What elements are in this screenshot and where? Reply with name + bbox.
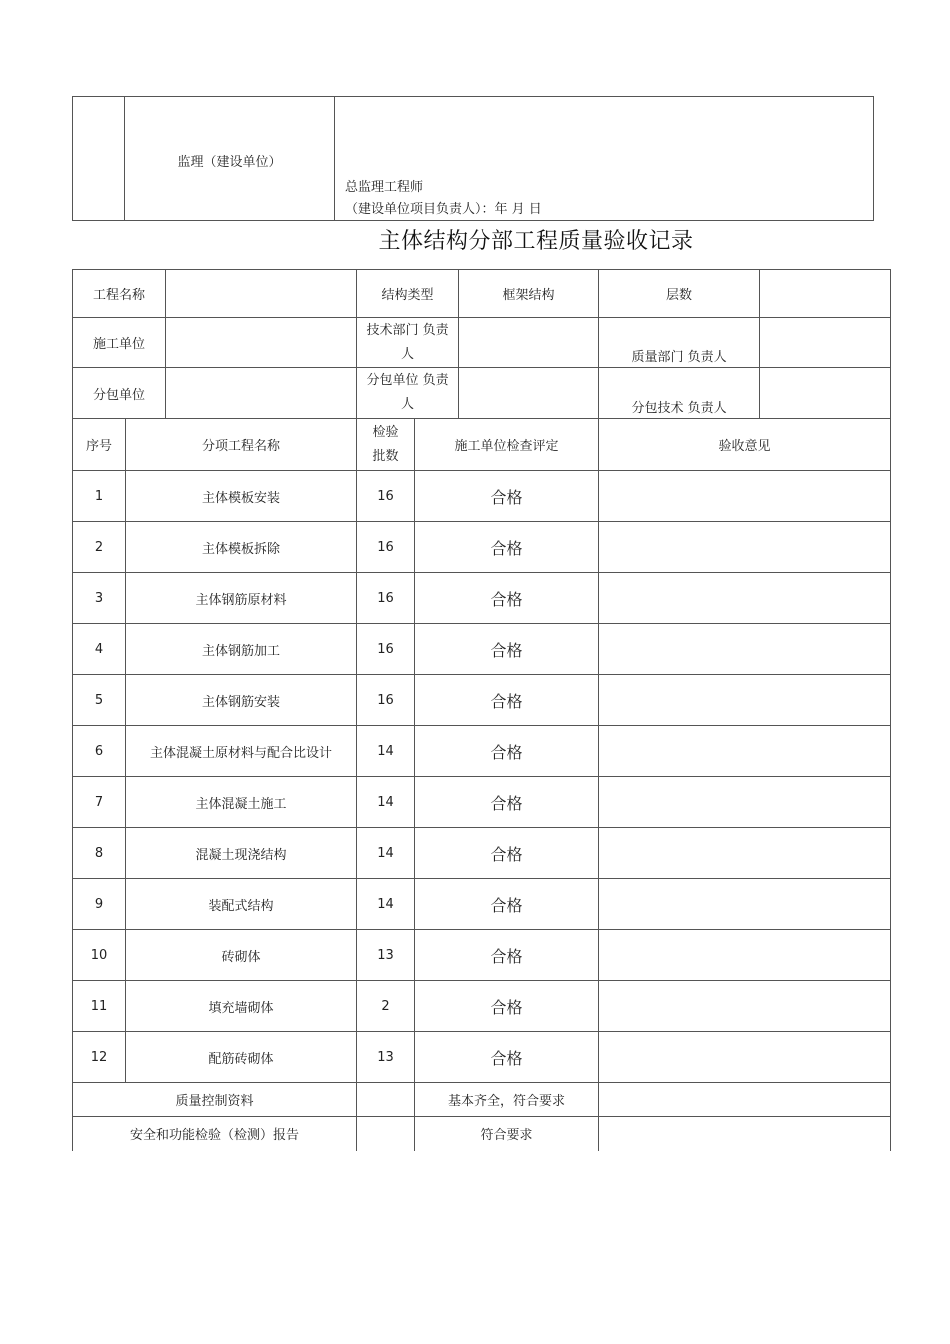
item-batches: 13 [357,1032,415,1083]
supervision-label: 监理（建设单位） [125,97,335,221]
item-name: 主体混凝土施工 [126,777,357,828]
tech-dept-value [459,318,599,368]
col-header-name: 分项工程名称 [126,419,357,471]
supervision-sign-cell [335,97,874,221]
item-result: 合格 [415,624,599,675]
item-no: 4 [73,624,126,675]
table-row [73,930,891,981]
item-name: 主体混凝土原材料与配合比设计 [126,726,357,777]
summary-label-cell [73,1117,357,1151]
quality-dept-value [760,318,891,368]
item-batches: 16 [357,522,415,573]
item-result: 合格 [415,828,599,879]
page-title: 主体结构分部工程质量验收记录 [378,229,694,254]
item-name: 主体钢筋原材料 [126,573,357,624]
item-batches: 14 [357,726,415,777]
table-row [73,573,891,624]
summary-label: 安全和功能检验（检测）报告 [130,1127,300,1143]
item-name: 砖砌体 [126,930,357,981]
item-batches: 16 [357,471,415,522]
item-batches: 14 [357,879,415,930]
item-no: 9 [73,879,126,930]
item-opinion [599,981,891,1032]
table-row [73,726,891,777]
chief-engineer-label: 总监理工程师 [345,180,424,195]
item-result: 合格 [415,675,599,726]
item-result: 合格 [415,726,599,777]
item-name: 主体模板拆除 [126,522,357,573]
item-name: 填充墙砌体 [126,981,357,1032]
item-no: 8 [73,828,126,879]
sub-unit-label-cell [357,368,459,419]
acceptance-record-table [72,269,891,1151]
item-opinion [599,675,891,726]
item-batches: 14 [357,777,415,828]
summary-row [73,1083,891,1117]
col-header-batches-line1: 检验 [372,424,399,440]
item-result: 合格 [415,522,599,573]
summary-row [73,1117,891,1151]
tech-dept-label-line2: 人 [401,346,415,362]
item-name: 装配式结构 [126,879,357,930]
supervision-table [72,96,874,221]
summary-value-cell [415,1083,599,1117]
item-no: 5 [73,675,126,726]
item-opinion [599,1032,891,1083]
col-header-batches-line2: 批数 [372,448,399,464]
col-header-opinion: 验收意见 [599,419,891,471]
sub-tech-value [760,368,891,419]
item-result: 合格 [415,981,599,1032]
item-result: 合格 [415,1032,599,1083]
table-row [73,675,891,726]
summary-label-cell [73,1083,357,1117]
project-name-value [166,270,357,318]
structure-type-value: 框架结构 [459,270,599,318]
subcontractor-value [166,368,357,419]
item-opinion [599,726,891,777]
quality-dept-label: 质量部门 负责人 [599,318,760,368]
col-header-batches [357,419,415,471]
item-opinion [599,522,891,573]
sub-tech-label: 分包技术 负责人 [599,368,760,419]
col-header-no: 序号 [73,419,126,471]
item-result: 合格 [415,471,599,522]
table-row [73,471,891,522]
item-name: 配筋砖砌体 [126,1032,357,1083]
item-batches: 16 [357,675,415,726]
item-no: 7 [73,777,126,828]
item-no: 10 [73,930,126,981]
summary-value-cell [415,1117,599,1151]
item-batches: 16 [357,573,415,624]
floors-label: 层数 [599,270,760,318]
item-opinion [599,573,891,624]
summary-value: 符合要求 [480,1127,533,1143]
summary-opinion [599,1117,891,1151]
project-name-label: 工程名称 [73,270,166,318]
item-no: 11 [73,981,126,1032]
table-row [73,624,891,675]
structure-type-label: 结构类型 [357,270,459,318]
table-row [73,981,891,1032]
item-batches: 14 [357,828,415,879]
item-opinion [599,828,891,879]
item-opinion [599,879,891,930]
item-opinion [599,930,891,981]
item-result: 合格 [415,777,599,828]
item-opinion [599,471,891,522]
item-result: 合格 [415,879,599,930]
table-row [73,828,891,879]
contractor-value [166,318,357,368]
summary-value: 基本齐全，符合要求 [448,1093,566,1109]
tech-dept-label-line1: 技术部门 负责 [366,322,449,338]
summary-blank-cell [357,1117,415,1151]
item-opinion [599,777,891,828]
sub-unit-value [459,368,599,419]
tech-dept-label-cell [357,318,459,368]
supervision-blank-cell [73,97,125,221]
sub-unit-label-line2: 人 [401,397,415,412]
summary-opinion [599,1083,891,1117]
sign-date-line: （建设单位项目负责人）：年 月 日 [345,202,542,217]
table-row [73,522,891,573]
item-result: 合格 [415,930,599,981]
item-no: 3 [73,573,126,624]
item-batches: 13 [357,930,415,981]
item-no: 6 [73,726,126,777]
subcontractor-label: 分包单位 [73,368,166,419]
item-name: 主体钢筋加工 [126,624,357,675]
item-name: 主体模板安装 [126,471,357,522]
table-row [73,777,891,828]
table-row [73,1032,891,1083]
item-batches: 16 [357,624,415,675]
item-no: 1 [73,471,126,522]
item-opinion [599,624,891,675]
item-batches: 2 [357,981,415,1032]
item-no: 2 [73,522,126,573]
sub-unit-label-line1: 分包单位 负责 [366,373,449,388]
item-name: 主体钢筋安装 [126,675,357,726]
floors-value [760,270,891,318]
item-no: 12 [73,1032,126,1083]
summary-label: 质量控制资料 [175,1093,254,1109]
contractor-label: 施工单位 [73,318,166,368]
table-row [73,879,891,930]
summary-blank-cell [357,1083,415,1117]
item-name: 混凝土现浇结构 [126,828,357,879]
col-header-check: 施工单位检查评定 [415,419,599,471]
item-result: 合格 [415,573,599,624]
